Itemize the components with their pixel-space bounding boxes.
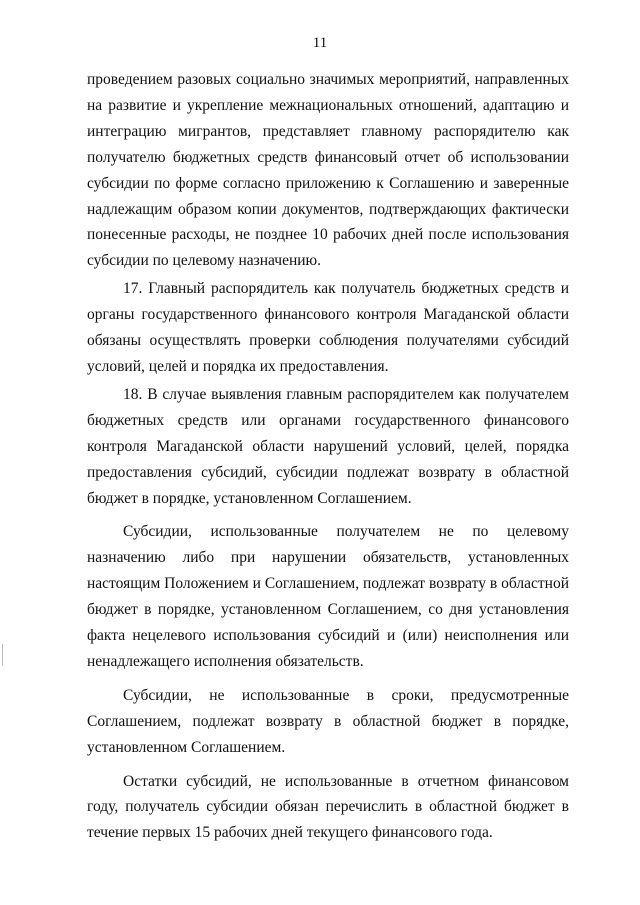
page-number: 11	[312, 35, 328, 51]
paragraph-item-18: 18. В случае выявления главным распорядителем как получателем бюджетных средств или органами государственного финансового контроля Магаданской области нарушений условий, целей, порядка предоставления субсидий, субсидии подлежат возврату в областной бюджет в порядке, установленном Соглашением.	[87, 385, 569, 507]
paragraph-unused-return: Субсидии, не использованные в сроки, предусмотренные Соглашением, подлежат возврату в областной бюджет в порядке, установленном Соглашением.	[87, 686, 569, 756]
scan-edge-mark	[2, 644, 3, 666]
paragraph-item-17: 17. Главный распорядитель как получатель бюджетных средств и органы государственного финансового контроля Магаданской области обязаны осуществлять проверки соблюдения получателями субсидий условий, целей и порядка их предоставления.	[87, 280, 569, 375]
document-body	[87, 67, 569, 846]
paragraph-continuation: проведением разовых социально значимых мероприятий, направленных на развитие и укрепление межнациональных отношений, адаптацию и интеграцию мигрантов, представляет главному распорядителю как получателю бюджетных средств финансовый отчет об использовании субсидии по форме согласно приложению к Соглашению и заверенные надлежащим образом копии документов, подтверждающих фактически понесенные расходы, не позднее 10 рабочих дней после использования субсидии по целевому назначению.	[87, 71, 569, 270]
paragraph-misuse-return: Субсидии, использованные получателем не по целевому назначению либо при нарушении обязательств, установленных настоящим Положением и Соглашением, подлежат возврату в областной бюджет в порядке, установленном Соглашением, со дня установления факта нецелевого использования субсидий и (или) неисполнения или ненадлежащего исполнения обязательств.	[87, 523, 569, 670]
paragraph-remaining-balance: Остатки субсидий, не использованные в отчетном финансовом году, получатель субсидии обязан перечислить в областной бюджет в течение первых 15 рабочих дней текущего финансового года.	[87, 772, 569, 842]
